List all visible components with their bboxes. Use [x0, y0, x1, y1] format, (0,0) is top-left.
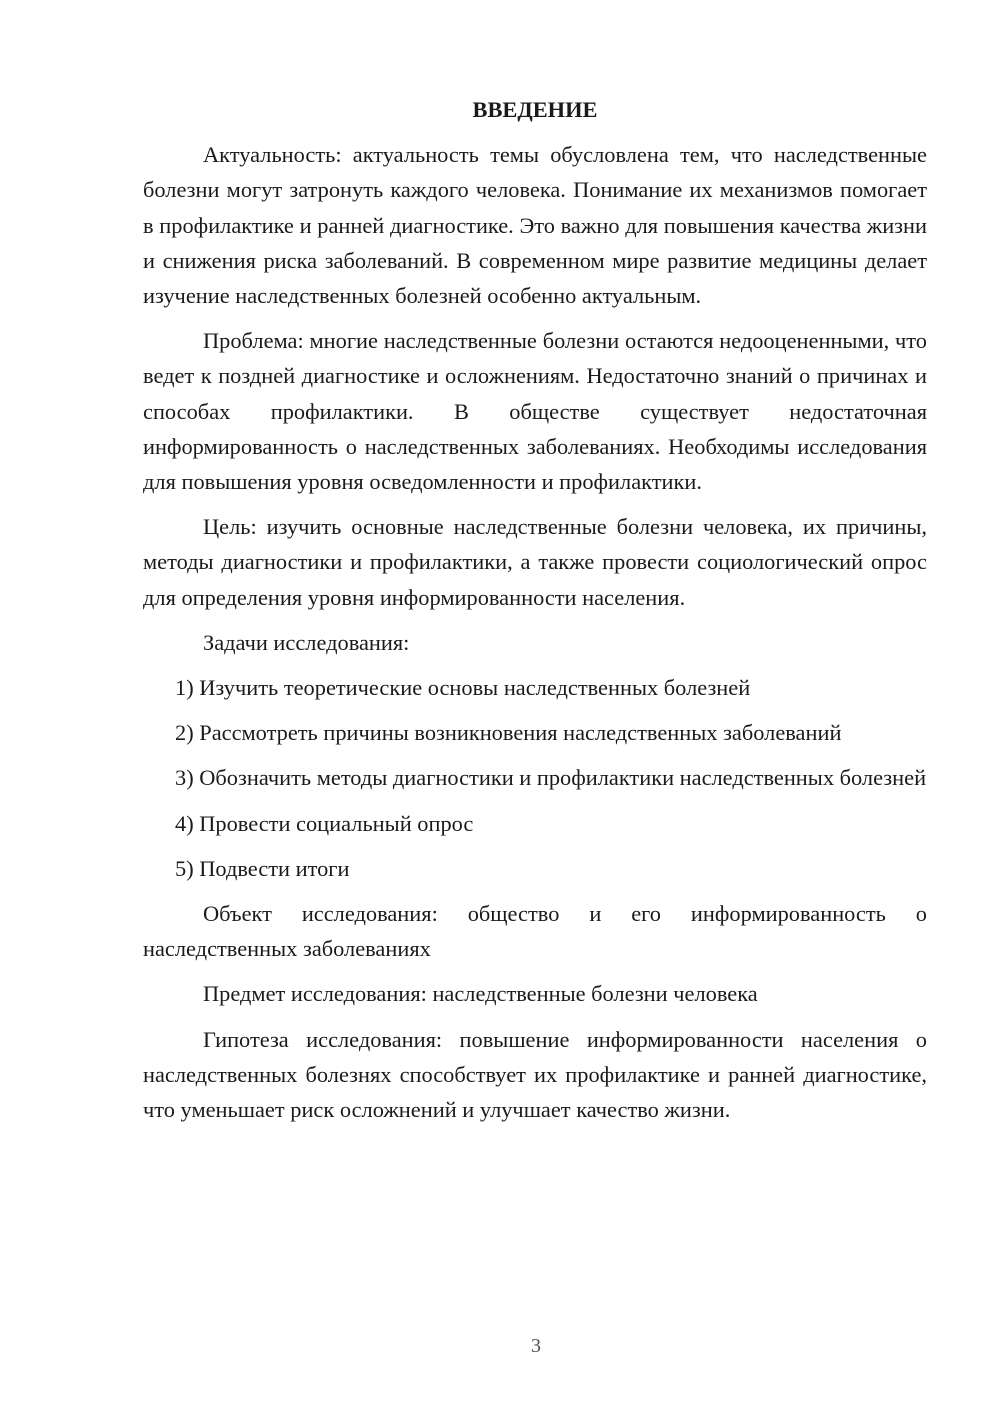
task-item-1: 1) Изучить теоретические основы наследственных болезней	[175, 675, 751, 701]
paragraph-relevance: Актуальность: актуальность темы обусловлена тем, что наследственные болезни могут затронуть каждого человека. Понимание их механизмов помогает в профилактике и ранней диагностике. Это важно для повышения качества жизни и снижения риска заболеваний. В современном мире развитие медицины делает изучение наследственных болезней особенно актуальным.	[143, 142, 927, 309]
task-item-5: 5) Подвести итоги	[175, 855, 350, 881]
paragraph-subject: Предмет исследования: наследственные болезни человека	[203, 981, 758, 1007]
paragraph-tasks-heading: Задачи исследования:	[203, 629, 410, 655]
task-item-2: 2) Рассмотреть причины возникновения наследственных заболеваний	[175, 720, 842, 746]
task-item-4: 4) Провести социальный опрос	[175, 810, 474, 836]
paragraph-problem: Проблема: многие наследственные болезни остаются недооцененными, что ведет к поздней диагностике и осложнениям. Недостаточно знаний о причинах и способах профилактики. В обществе существует недостаточная информированность о наследственных заболеваниях. Необходимы исследования для повышения уровня осведомленности и профилактики.	[143, 328, 927, 495]
paragraph-hypothesis: Гипотеза исследования: повышение информированности населения о наследственных болезнях способствует их профилактике и ранней диагностике, что уменьшает риск осложнений и улучшает качество жизни.	[143, 1026, 927, 1123]
paragraph-goal: Цель: изучить основные наследственные болезни человека, их причины, методы диагностики и профилактики, а также провести социологический опрос для определения уровня информированности населения.	[143, 514, 927, 610]
section-title: ВВЕДЕНИЕ	[472, 97, 598, 122]
page-number: 3	[531, 1335, 541, 1357]
task-item-3: 3) Обозначить методы диагностики и профилактики наследственных болезней	[175, 765, 927, 791]
page-content	[143, 92, 927, 1137]
paragraph-object: Объект исследования: общество и его информированность о наследственных заболеваниях	[143, 901, 927, 962]
